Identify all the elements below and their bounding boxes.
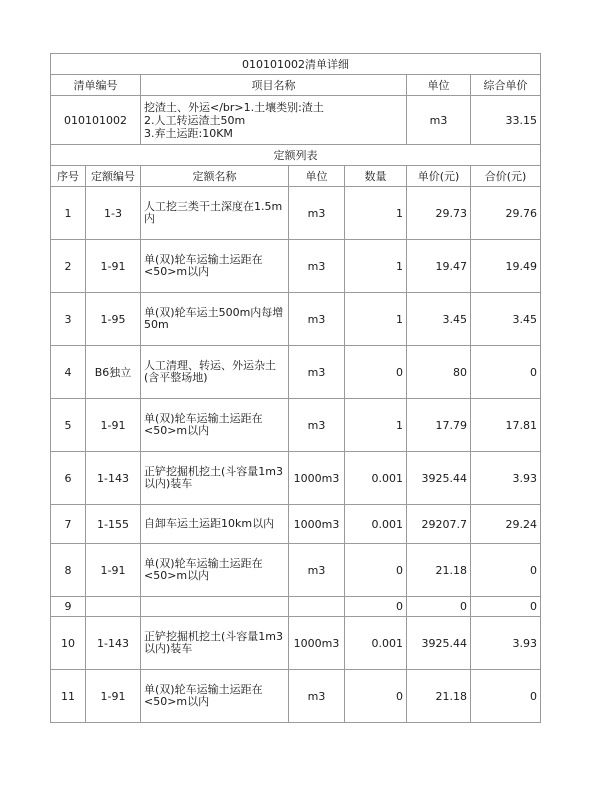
quota-row-no: 8 [51,544,86,597]
bill-unit-header: 单位 [407,75,471,96]
bill-price: 33.15 [471,96,541,145]
quota-row-unit: m3 [289,187,345,240]
bill-name [141,96,407,145]
quota-row-unit: m3 [289,240,345,293]
quota-header-name: 定额名称 [141,166,289,187]
quota-row-qty: 0 [345,346,407,399]
quota-row-unit: 1000m3 [289,617,345,670]
quota-row-qty: 1 [345,240,407,293]
quota-section-title: 定额列表 [51,145,541,166]
quota-row-no: 11 [51,670,86,723]
quota-row-code: 1-91 [86,399,141,452]
quota-row-unit: 1000m3 [289,505,345,544]
quota-row [51,544,541,597]
quota-row [51,346,541,399]
bill-code-header: 清单编号 [51,75,141,96]
quota-row-code: 1-155 [86,505,141,544]
quota-row-price: 19.47 [407,240,471,293]
bill-detail-sheet [50,53,540,723]
quota-row-total: 0 [471,346,541,399]
quota-row-total: 0 [471,670,541,723]
quota-row-no: 9 [51,597,86,617]
quota-row-qty: 1 [345,293,407,346]
bill-header-row [51,75,541,96]
quota-row-name: 人工清理、转运、外运杂土(含平整场地) [141,346,289,399]
quota-row-total: 3.93 [471,617,541,670]
quota-row [51,187,541,240]
quota-row-total: 17.81 [471,399,541,452]
bill-price-header: 综合单价 [471,75,541,96]
quota-row-code: 1-143 [86,617,141,670]
quota-row [51,617,541,670]
quota-row-name: 人工挖三类干土深度在1.5m内 [141,187,289,240]
quota-row-name: 单(双)轮车运输土运距在<50>m以内 [141,544,289,597]
quota-row-code: 1-91 [86,240,141,293]
quota-row-unit: m3 [289,544,345,597]
quota-row-total: 29.24 [471,505,541,544]
bill-name-header: 项目名称 [141,75,407,96]
sheet-title: 010101002清单详细 [51,54,541,75]
quota-header-qty: 数量 [345,166,407,187]
bill-row [51,96,541,145]
quota-row-unit: m3 [289,293,345,346]
quota-row-code: 1-91 [86,670,141,723]
quota-row-qty: 0.001 [345,617,407,670]
quota-header-unit: 单位 [289,166,345,187]
quota-row-name: 正铲挖掘机挖土(斗容量1m3以内)装车 [141,617,289,670]
quota-row-no: 10 [51,617,86,670]
quota-row [51,240,541,293]
quota-header-row [51,166,541,187]
quota-row-price: 17.79 [407,399,471,452]
quota-row-price: 29.73 [407,187,471,240]
quota-row-qty: 1 [345,187,407,240]
quota-row-price: 80 [407,346,471,399]
quota-row-name: 正铲挖掘机挖土(斗容量1m3以内)装车 [141,452,289,505]
quota-row-unit: m3 [289,346,345,399]
quota-row-name: 单(双)轮车运输土运距在<50>m以内 [141,399,289,452]
quota-header-code: 定额编号 [86,166,141,187]
quota-row-name [141,597,289,617]
quota-row-qty: 0 [345,597,407,617]
quota-row-unit: m3 [289,670,345,723]
quota-row-price: 21.18 [407,670,471,723]
bill-name-line: 3.弃土运距:10KM [144,126,233,140]
bill-detail-table [50,53,541,723]
quota-row-price: 3925.44 [407,452,471,505]
quota-row-no: 1 [51,187,86,240]
quota-row-code: 1-91 [86,544,141,597]
bill-unit: m3 [407,96,471,145]
quota-row-total: 19.49 [471,240,541,293]
quota-row-qty: 0.001 [345,452,407,505]
quota-header-no: 序号 [51,166,86,187]
quota-header-total: 合价(元) [471,166,541,187]
quota-row [51,505,541,544]
quota-row-unit [289,597,345,617]
quota-row-no: 3 [51,293,86,346]
quota-row-name: 单(双)轮车运输土运距在<50>m以内 [141,240,289,293]
quota-row [51,452,541,505]
quota-row-code: 1-95 [86,293,141,346]
quota-row-no: 6 [51,452,86,505]
quota-row-total: 0 [471,597,541,617]
quota-row-price: 3.45 [407,293,471,346]
quota-row-price: 21.18 [407,544,471,597]
quota-row-unit: m3 [289,399,345,452]
quota-row-name: 单(双)轮车运土500m内每增50m [141,293,289,346]
quota-header-price: 单价(元) [407,166,471,187]
quota-row-code: 1-143 [86,452,141,505]
quota-row-name: 自卸车运土运距10km以内 [141,505,289,544]
bill-code: 010101002 [51,96,141,145]
quota-row-code: 1-3 [86,187,141,240]
bill-name-line: 挖渣土、外运</br>1.土壤类别:渣土 [144,100,324,114]
quota-row-total: 3.93 [471,452,541,505]
quota-row-qty: 0.001 [345,505,407,544]
quota-row-qty: 1 [345,399,407,452]
quota-row-name: 单(双)轮车运输土运距在<50>m以内 [141,670,289,723]
quota-row-no: 4 [51,346,86,399]
quota-row-code [86,597,141,617]
quota-row [51,293,541,346]
quota-row-code: B6独立 [86,346,141,399]
quota-row-price: 3925.44 [407,617,471,670]
quota-row-unit: 1000m3 [289,452,345,505]
quota-row-no: 7 [51,505,86,544]
quota-row [51,670,541,723]
quota-row-price: 0 [407,597,471,617]
quota-row-qty: 0 [345,670,407,723]
quota-row [51,597,541,617]
quota-row-price: 29207.7 [407,505,471,544]
quota-row-qty: 0 [345,544,407,597]
quota-row-no: 2 [51,240,86,293]
quota-row-no: 5 [51,399,86,452]
quota-row-total: 0 [471,544,541,597]
quota-row-total: 3.45 [471,293,541,346]
quota-row-total: 29.76 [471,187,541,240]
bill-name-line: 2.人工转运渣土50m [144,113,246,127]
quota-row [51,399,541,452]
